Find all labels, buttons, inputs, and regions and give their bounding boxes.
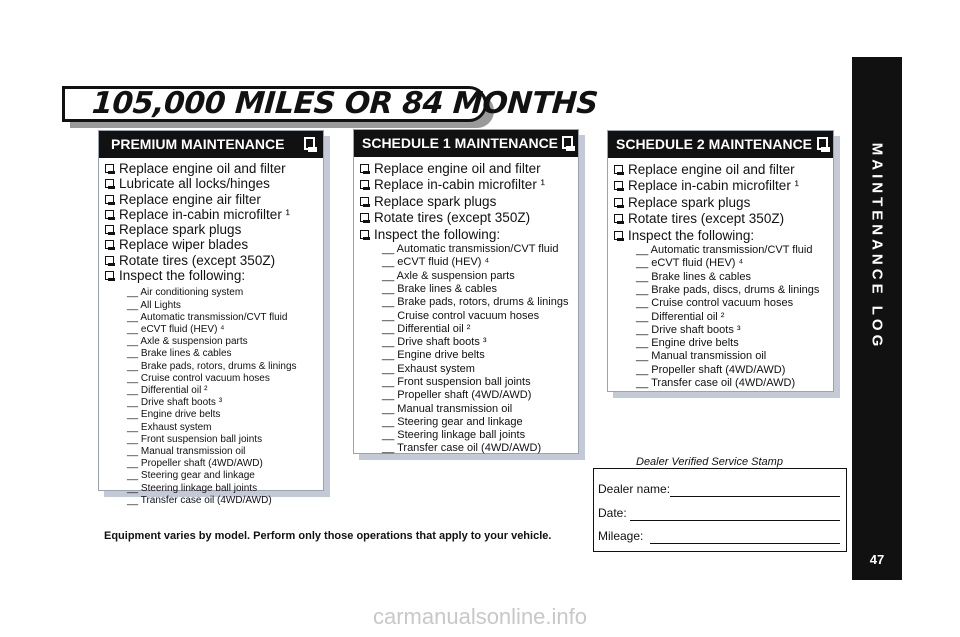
schedule1-maintenance-heading: SCHEDULE 1 MAINTENANCE <box>362 135 559 151</box>
inspect-item: __ Steering linkage ball joints <box>127 482 258 494</box>
inspect-item: __ Transfer case oil (4WD/AWD) <box>382 442 542 455</box>
inspect-item: __ Front suspension ball joints <box>127 433 263 445</box>
schedule1-task-list <box>360 161 574 456</box>
task-item: Replace engine air filter <box>105 192 319 207</box>
inspect-item: __ Engine drive belts <box>127 409 221 421</box>
schedule2-maintenance-heading: SCHEDULE 2 MAINTENANCE <box>616 136 813 152</box>
checkbox-icon[interactable] <box>614 198 623 207</box>
inspect-item: __ eCVT fluid (HEV) ⁴ <box>636 257 744 270</box>
task-item: Replace spark plugs <box>360 194 574 210</box>
premium-maintenance-header <box>99 131 323 158</box>
inspect-item: __ Exhaust system <box>382 362 475 375</box>
schedule2-maintenance-header <box>608 131 833 158</box>
inspect-item: __ Brake pads, rotors, drums & linings <box>382 296 569 309</box>
inspect-item: __ eCVT fluid (HEV) ⁴ <box>382 256 490 269</box>
inspect-item: __ Differential oil ² <box>382 322 471 335</box>
checkbox-icon[interactable] <box>105 164 114 173</box>
checkbox-icon <box>817 137 828 150</box>
checkbox-icon[interactable] <box>105 240 114 249</box>
page-number: 47 <box>869 552 885 567</box>
date-field[interactable] <box>630 520 840 521</box>
checkbox-icon[interactable] <box>614 181 623 190</box>
task-item: Replace engine oil and filter <box>614 162 829 178</box>
footnote: Equipment varies by model. Perform only those operations that apply to your vehicle. <box>104 530 552 542</box>
inspect-item: __ Differential oil ² <box>636 310 725 323</box>
inspect-item: __ Differential oil ² <box>127 385 208 396</box>
checkbox-icon[interactable] <box>105 179 114 188</box>
task-item: Inspect the following: <box>614 228 829 244</box>
inspect-item: __ All Lights <box>127 299 181 311</box>
task-item: Replace in-cabin microfilter ¹ <box>614 178 829 194</box>
task-item: Rotate tires (except 350Z) <box>614 211 829 227</box>
inspect-item: __ Brake lines & cables <box>127 348 232 360</box>
watermark: carmanualsonline.info <box>372 604 588 629</box>
task-item: Replace wiper blades <box>105 237 319 252</box>
inspect-item: __ Engine drive belts <box>636 337 739 350</box>
inspect-item: __ Brake lines & cables <box>382 282 497 295</box>
inspect-item: __ Automatic transmission/CVT fluid <box>636 244 813 257</box>
inspect-item: __ Automatic transmission/CVT fluid <box>127 311 288 323</box>
inspect-item: __ Exhaust system <box>127 421 212 433</box>
inspect-item: __ Drive shaft boots ³ <box>382 336 487 349</box>
inspect-item: __ Automatic transmission/CVT fluid <box>382 243 559 256</box>
inspect-item: __ Axle & suspension parts <box>127 336 248 348</box>
inspect-item: __ Manual transmission oil <box>636 350 767 363</box>
inspect-item: __ Drive shaft boots ³ <box>636 323 741 336</box>
page-title: 105,000 MILES OR 84 MONTHS <box>90 86 599 121</box>
checkbox-icon[interactable] <box>614 231 623 240</box>
stamp-title: Dealer Verified Service Stamp <box>636 456 783 468</box>
mileage-field[interactable] <box>650 543 840 544</box>
task-item: Replace engine oil and filter <box>105 161 319 176</box>
checkbox-icon[interactable] <box>360 213 369 222</box>
inspect-item: __ Propeller shaft (4WD/AWD) <box>127 458 263 470</box>
dealer-stamp-box <box>593 468 847 552</box>
inspect-item: __ Transfer case oil (4WD/AWD) <box>127 494 272 506</box>
schedule2-maintenance-card <box>607 130 834 392</box>
inspect-item: __ Steering gear and linkage <box>382 415 523 428</box>
task-item: Replace in-cabin microfilter ¹ <box>360 177 574 193</box>
dealer-name-label: Dealer name: <box>598 482 671 496</box>
premium-task-list <box>105 161 319 507</box>
inspect-item: __ Cruise control vacuum hoses <box>382 309 540 322</box>
inspect-item: __ Engine drive belts <box>382 349 485 362</box>
task-item: Replace in-cabin microfilter ¹ <box>105 207 319 222</box>
dealer-name-field[interactable] <box>670 496 840 497</box>
checkbox-icon[interactable] <box>360 197 369 206</box>
checkbox-icon[interactable] <box>360 230 369 239</box>
inspect-item: __ Front suspension ball joints <box>382 376 531 388</box>
task-item: Lubricate all locks/hinges <box>105 176 319 191</box>
mileage-label: Mileage: <box>598 529 644 543</box>
inspect-item: __ Transfer case oil (4WD/AWD) <box>636 377 796 389</box>
task-item: Rotate tires (except 350Z) <box>105 253 319 268</box>
schedule1-maintenance-header <box>354 130 578 157</box>
inspect-item: __ Cruise control vacuum hoses <box>127 372 270 384</box>
checkbox-icon[interactable] <box>105 271 114 280</box>
task-item: Replace spark plugs <box>614 195 829 211</box>
checkbox-icon <box>562 136 573 149</box>
premium-maintenance-heading: PREMIUM MAINTENANCE <box>111 136 285 152</box>
task-item: Replace engine oil and filter <box>360 161 574 177</box>
task-item: Inspect the following: <box>105 268 319 283</box>
inspect-item: __ Manual transmission oil <box>127 446 246 458</box>
checkbox-icon[interactable] <box>105 225 114 234</box>
date-label: Date: <box>598 506 627 520</box>
inspect-item: __ Propeller shaft (4WD/AWD) <box>636 363 786 376</box>
checkbox-icon[interactable] <box>105 256 114 265</box>
checkbox-icon[interactable] <box>105 195 114 204</box>
inspect-item: __ Brake pads, discs, drums & linings <box>636 283 820 296</box>
inspect-item: __ Cruise control vacuum hoses <box>636 297 794 310</box>
inspect-item: __ Brake pads, rotors, drums & linings <box>127 360 297 372</box>
schedule1-maintenance-card <box>353 129 579 454</box>
checkbox-icon[interactable] <box>360 180 369 189</box>
checkbox-icon[interactable] <box>614 214 623 223</box>
schedule2-task-list <box>614 162 829 390</box>
premium-maintenance-card <box>98 130 324 506</box>
inspect-item: __ Drive shaft boots ³ <box>127 397 223 409</box>
section-label: MAINTENANCE LOG <box>868 142 886 351</box>
task-item: Inspect the following: <box>360 227 574 243</box>
inspect-item: __ Steering linkage ball joints <box>382 429 526 442</box>
inspect-item: __ Brake lines & cables <box>636 270 751 283</box>
task-item: Rotate tires (except 350Z) <box>360 210 574 226</box>
inspect-item: __ Axle & suspension parts <box>382 269 515 282</box>
checkbox-icon[interactable] <box>105 210 114 219</box>
inspect-item: __ Propeller shaft (4WD/AWD) <box>382 389 532 402</box>
inspect-item: __ Manual transmission oil <box>382 402 513 415</box>
checkbox-icon[interactable] <box>360 164 369 173</box>
checkbox-icon <box>304 137 315 150</box>
inspect-item: __ eCVT fluid (HEV) ⁴ <box>127 323 225 335</box>
inspect-item: __ Steering gear and linkage <box>127 470 255 482</box>
inspect-item: __ Air conditioning system <box>127 287 244 299</box>
checkbox-icon[interactable] <box>614 165 623 174</box>
task-item: Replace spark plugs <box>105 222 319 237</box>
